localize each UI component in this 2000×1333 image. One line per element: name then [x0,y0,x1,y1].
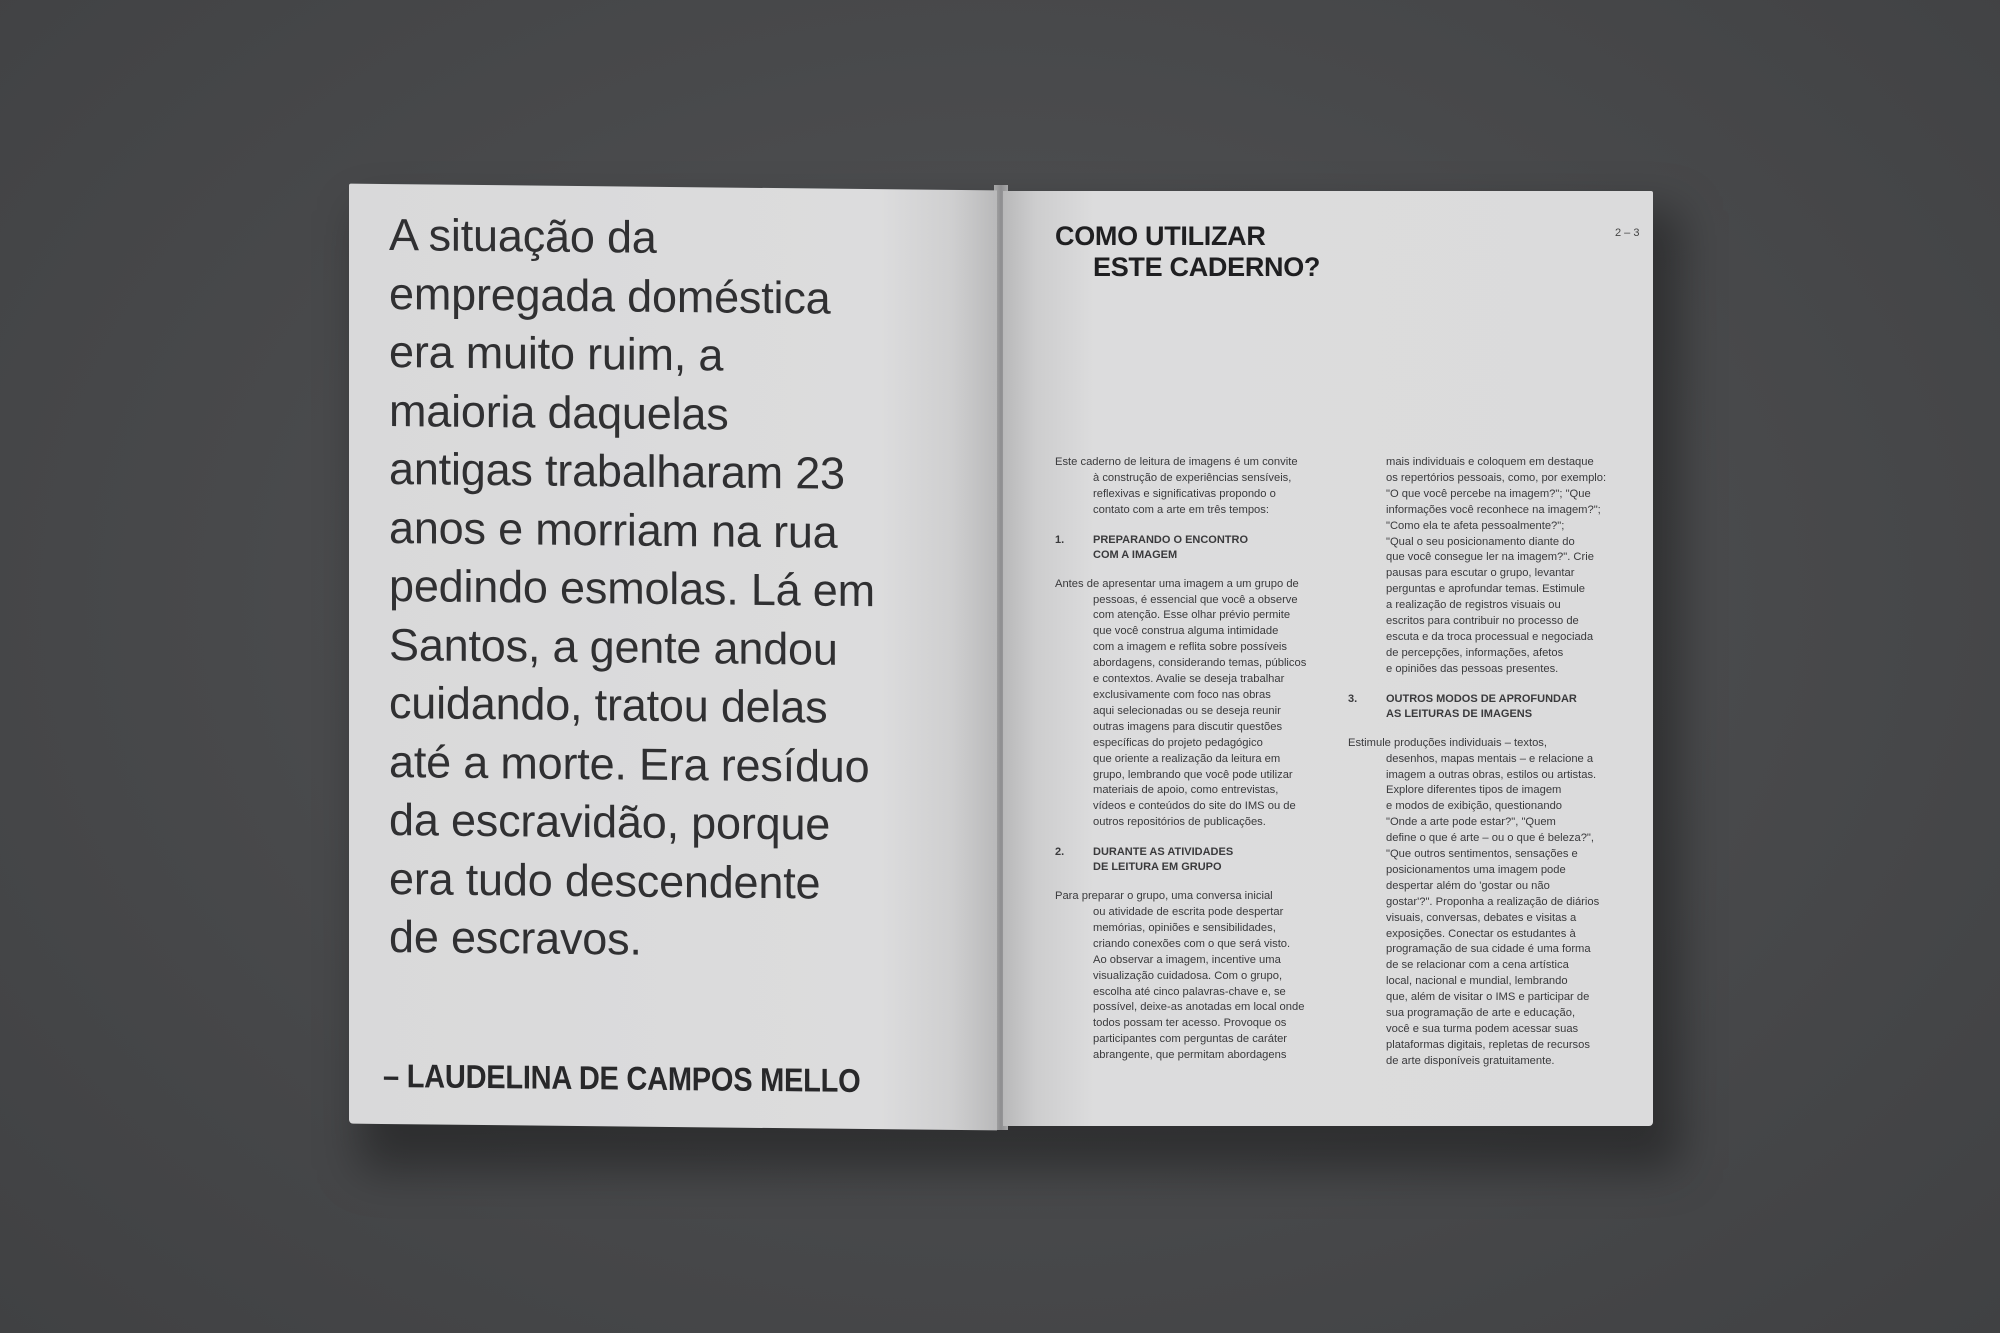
quote-line: antigas trabalharam 23 [389,443,845,499]
section-2-title-line-2: DE LEITURA EM GRUPO [1093,861,1222,874]
paragraph-line: "Que outros sentimentos, sensações e [1386,848,1578,861]
paragraph-line: de se relacionar com a cena artística [1386,959,1569,972]
paragraph-line: e modos de exibição, questionando [1386,800,1563,813]
paragraph-line: perguntas e aprofundar temas. Estimule [1386,583,1585,596]
section-3-heading [1348,692,1598,722]
section-2-continued-paragraph [1348,455,1607,678]
paragraph-line: memórias, opiniões e sensibilidades, [1093,921,1276,934]
paragraph-line: exclusivamente com foco nas obras [1093,688,1271,701]
paragraph-line: "Onde a arte pode estar?", "Quem [1386,816,1556,829]
section-3-title-line-2: AS LEITURAS DE IMAGENS [1386,707,1533,720]
paragraph-line: e opiniões das pessoas presentes. [1386,662,1559,675]
paragraph-line: local, nacional e mundial, lembrando [1386,975,1568,988]
section-2-heading [1055,845,1305,875]
paragraph-line: desenhos, mapas mentais – e relacione a [1386,752,1594,765]
paragraph-line: ou atividade de escrita pode despertar [1093,906,1284,919]
quote-line: maioria daquelas [389,384,729,440]
intro-paragraph [1055,455,1305,519]
paragraph-line: participantes com perguntas de caráter [1093,1033,1288,1046]
paragraph-line: programação de sua cidade é uma forma [1386,943,1591,956]
section-2-title-line-1: DURANTE AS ATIVIDADES [1093,846,1234,859]
paragraph-line: aqui selecionadas ou se deseja reunir [1093,704,1281,717]
paragraph-line: "Qual o seu posicionamento diante do [1386,535,1575,548]
quote-text [389,206,979,973]
section-2-paragraph [1055,889,1305,1064]
paragraph-line: que você construa alguma intimidade [1093,625,1279,638]
section-2-number: 2. [1055,846,1065,859]
section-1-title [1093,533,1248,563]
paragraph-line: materiais de apoio, como entrevistas, [1093,784,1279,797]
paragraph-line: possível, deixe-as anotadas em local onde [1093,1001,1305,1014]
paragraph-line: reflexivas e significativas propondo o [1093,487,1276,500]
paragraph-line: Antes de apresentar uma imagem a um grupo de [1055,577,1299,590]
left-page [349,184,997,1131]
paragraph-line: você e sua turma podem acessar suas [1386,1023,1579,1035]
heading-line-2: ESTE CADERNO? [1093,252,1321,282]
paragraph-line: a realização de registros visuais ou [1386,599,1561,612]
quote-attribution: – LAUDELINA DE CAMPOS MELLO [383,1056,861,1099]
paragraph-line: pausas para escutar o grupo, levantar [1386,567,1575,580]
right-page [1003,191,1653,1126]
section-1-title-line-2: COM A IMAGEM [1093,548,1178,561]
paragraph-line: de percepções, informações, afetos [1386,646,1564,659]
paragraph-line: que você consegue ler na imagem?". Crie [1386,551,1594,564]
paragraph-line: outras imagens para discutir questões [1093,720,1283,733]
paragraph-line: que, além de visitar o IMS e participar de [1386,991,1590,1004]
paragraph-line: à construção de experiências sensíveis, [1093,471,1292,484]
paragraph-line: visuais, conversas, debates e visitas a [1386,911,1577,924]
quote-line: até a morte. Era resíduo [389,735,870,792]
paragraph-line: específicas do projeto pedagógico [1093,736,1263,749]
page-number: 2 – 3 [1615,227,1640,239]
paragraph-line: que oriente a realização da leitura em [1093,752,1281,765]
section-1-title-line-1: PREPARANDO O ENCONTRO [1093,533,1249,546]
heading-line-1: COMO UTILIZAR [1055,221,1266,251]
paragraph-line: outros repositórios de publicações. [1093,816,1266,829]
section-1-number: 1. [1055,533,1065,546]
paragraph-line: pessoas, é essencial que você a observe [1093,593,1298,606]
section-3-title [1386,692,1577,722]
paragraph-line: define o que é arte – ou o que é beleza?", [1386,832,1594,845]
paragraph-line: criando conexões com o que será visto. [1093,937,1291,950]
paragraph-line: de arte disponíveis gratuitamente. [1386,1054,1555,1067]
paragraph-line: com atenção. Esse olhar prévio permite [1093,609,1291,622]
paragraph-line: todos possam ter acesso. Provoque os [1093,1017,1287,1030]
quote-line: empregada doméstica [389,267,831,324]
quote-line: era muito ruim, a [389,326,724,381]
paragraph-line: visualização cuidadosa. Com o grupo, [1093,969,1283,982]
paragraph-line: plataformas digitais, repletas de recursos [1386,1038,1590,1051]
paragraph-line: Para preparar o grupo, uma conversa inicial [1055,890,1273,903]
paragraph-line: "O que você percebe na imagem?"; "Que [1386,487,1591,500]
paragraph-line: escuta e da troca processual e negociada [1386,630,1594,643]
quote-line: da escravidão, porque [389,794,831,850]
paragraph-line: gostar'?". Proponha a realização de diários [1386,895,1600,908]
section-3-title-line-1: OUTROS MODOS DE APROFUNDAR [1386,692,1577,705]
quote-line: Santos, a gente andou [389,618,838,675]
section-3-paragraph [1348,736,1598,1070]
section-1-paragraph [1055,577,1305,832]
paragraph-line: sua programação de arte e educação, [1386,1007,1576,1020]
section-2-title [1093,845,1233,875]
paragraph-line: mais individuais e coloquem em destaque [1386,456,1594,468]
paragraph-line: despertar além do 'gostar ou não [1386,879,1550,892]
quote-line: cuidando, tratou delas [389,677,828,733]
paragraph-line: abordagens, considerando temas, públicos [1093,657,1307,670]
paragraph-line: contato com a arte em três tempos: [1093,503,1269,516]
text-column-1 [1055,455,1305,1078]
paragraph-line: Este caderno de leitura de imagens é um convite [1055,456,1298,468]
paragraph-line: grupo, lembrando que você pode utilizar [1093,768,1293,781]
paragraph-line: posicionamentos uma imagem pode [1386,863,1566,876]
paragraph-line: os repertórios pessoais, como, por exemplo: [1386,471,1607,484]
paragraph-line: vídeos e conteúdos do site do IMS ou de [1093,800,1296,813]
quote-line: A situação da [389,209,657,263]
paragraph-line: Estimule produções individuais – textos, [1348,736,1547,749]
paragraph-line: e contextos. Avalie se deseja trabalhar [1093,673,1285,686]
paragraph-line: com a imagem e reflita sobre possíveis [1093,641,1287,654]
paragraph-line: abrangente, que permitam abordagens [1093,1049,1287,1062]
paragraph-line: exposições. Conectar os estudantes à [1386,927,1576,940]
paragraph-line: "Como ela te afeta pessoalmente?"; [1386,519,1565,532]
quote-line: anos e morriam na rua [389,501,838,558]
section-1-heading [1055,533,1305,563]
quote-line: era tudo descendente [389,852,821,909]
paragraph-line: imagem a outras obras, estilos ou artistas. [1386,768,1597,781]
text-column-2 [1348,455,1607,1084]
quote-line: de escravos. [389,911,642,965]
page-heading [1055,221,1320,283]
quote-line: pedindo esmolas. Lá em [389,560,875,617]
paragraph-line: Explore diferentes tipos de imagem [1386,784,1562,797]
paragraph-line: escolha até cinco palavras-chave e, se [1093,985,1286,998]
section-3-number: 3. [1348,692,1358,705]
paragraph-line: Ao observar a imagem, incentive uma [1093,953,1281,966]
paragraph-line: informações você reconhece na imagem?"; [1386,503,1601,516]
paragraph-line: escritos para contribuir no processo de [1386,615,1579,628]
